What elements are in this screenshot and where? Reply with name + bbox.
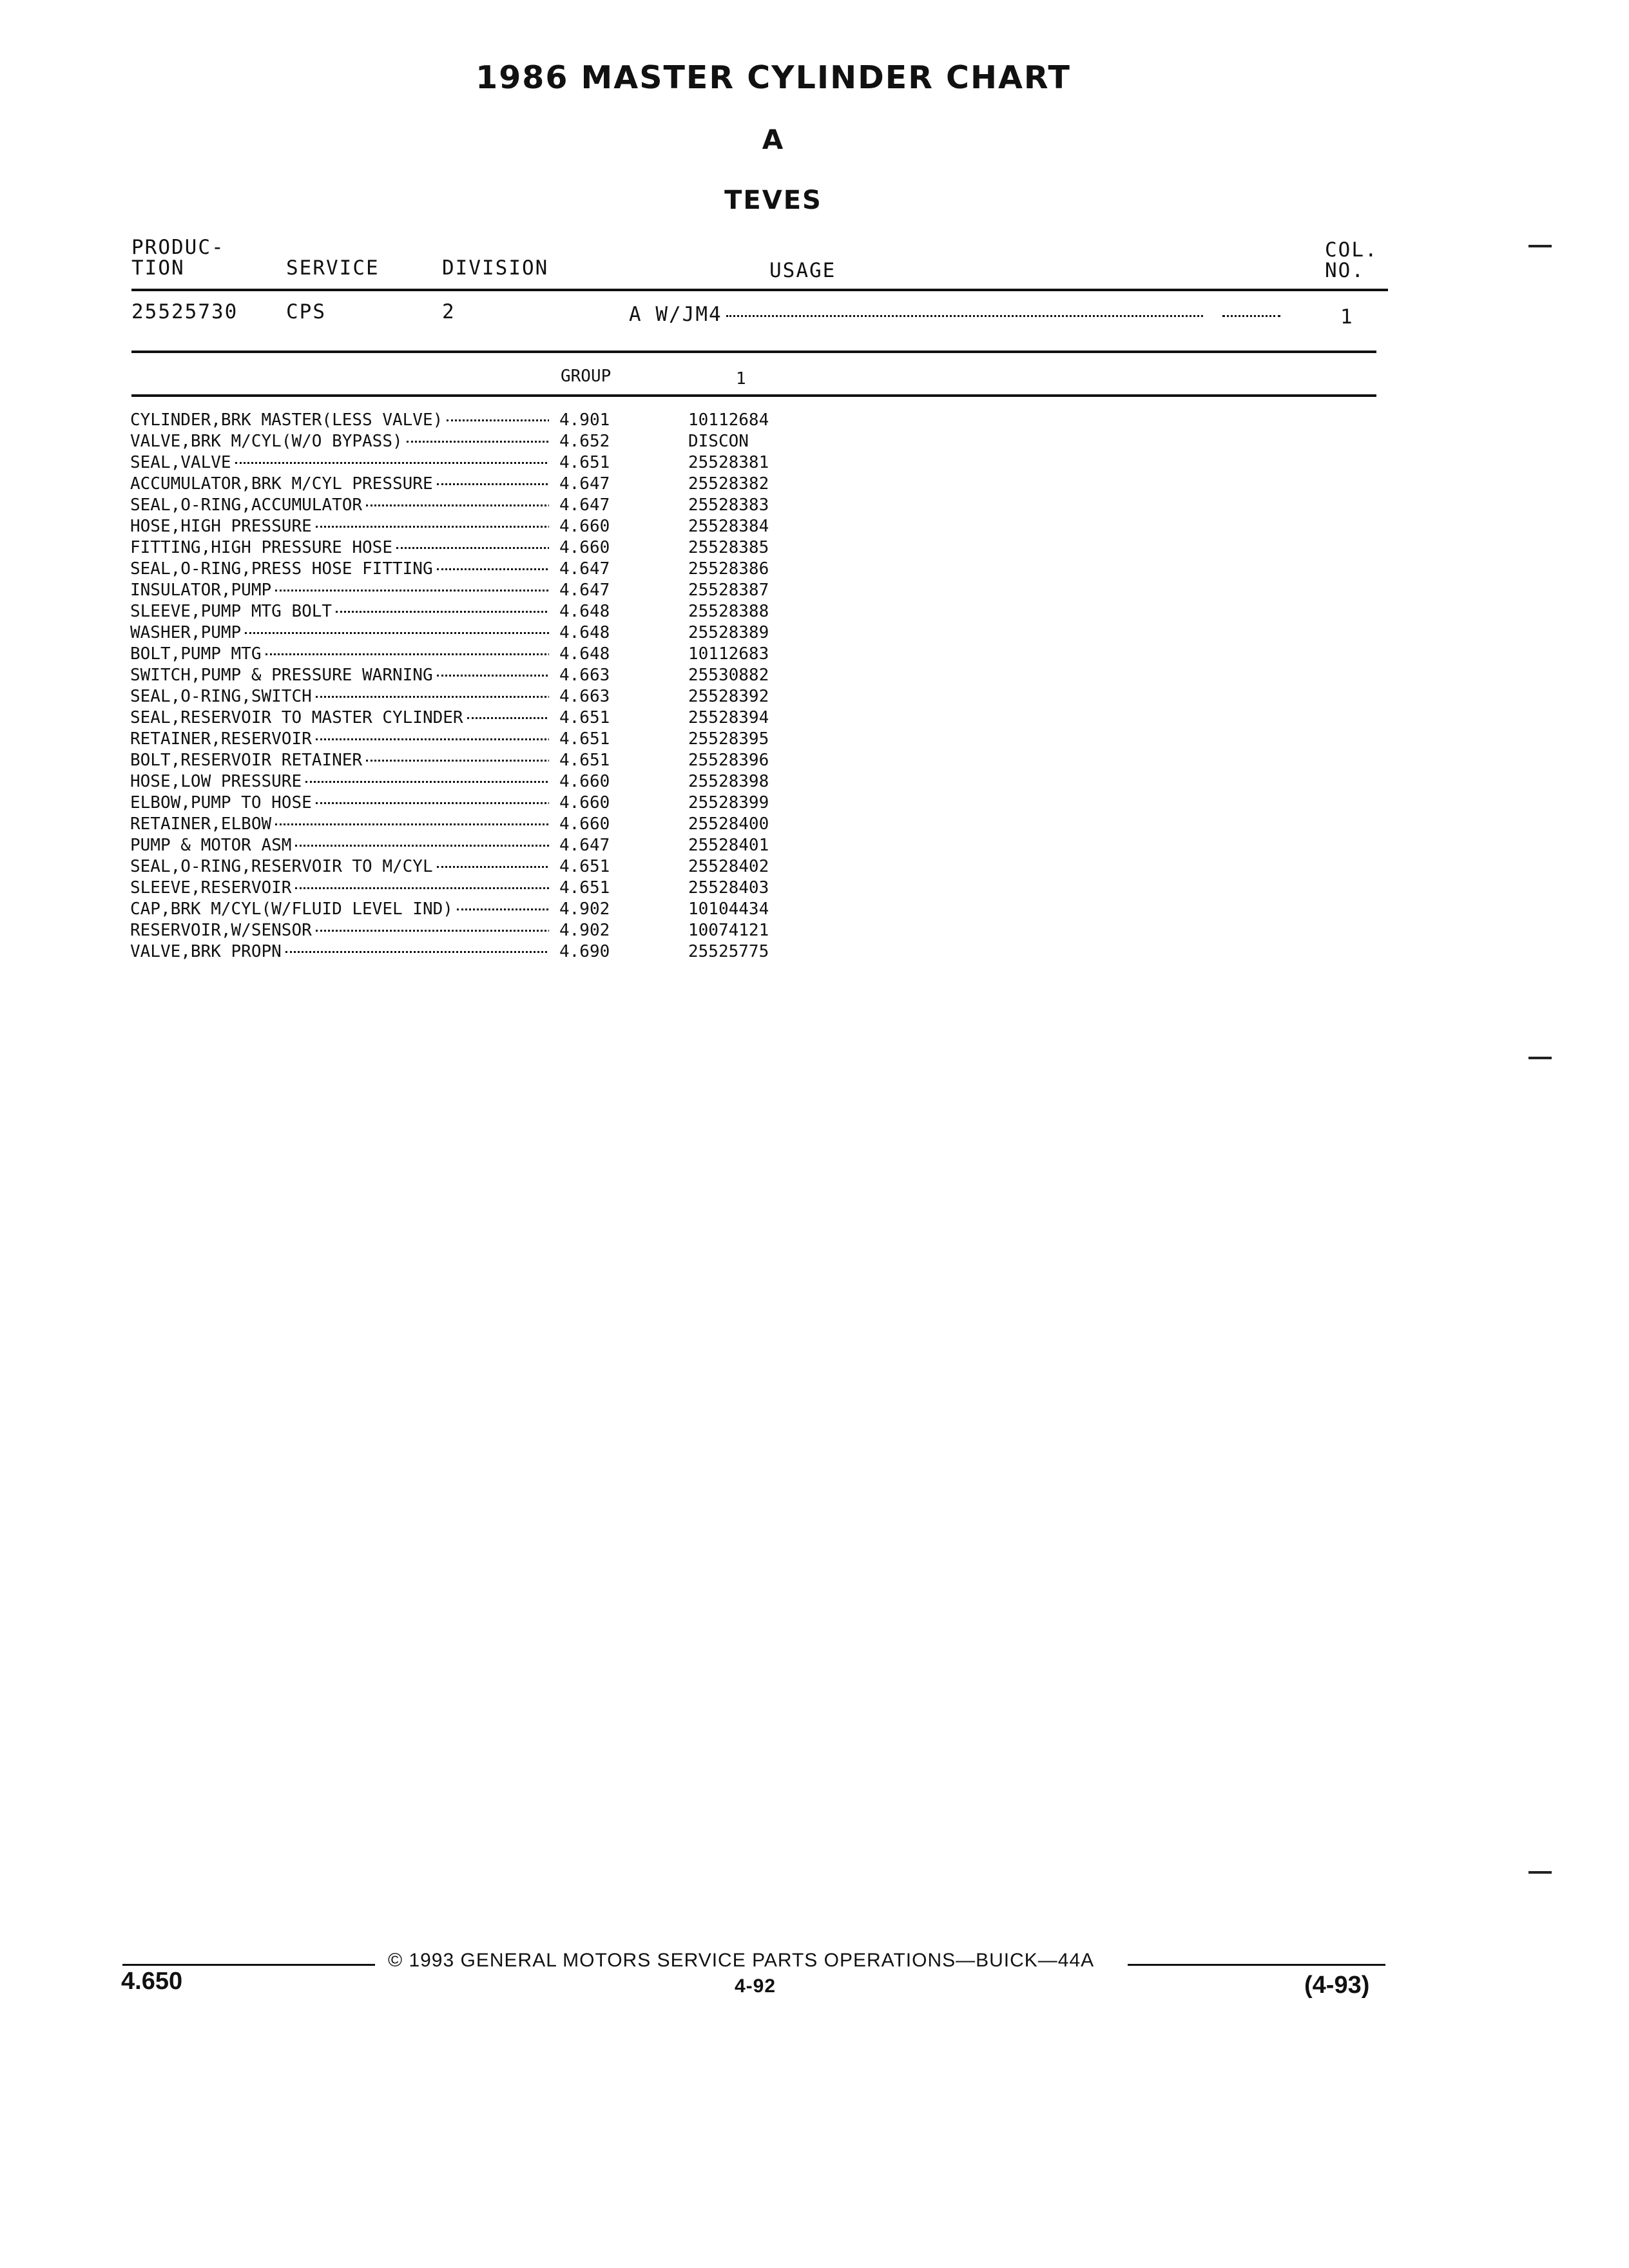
table-row [130, 516, 968, 537]
leader-dots [316, 802, 549, 804]
part-number: 10074121 [688, 921, 769, 940]
manufacturer: TEVES [724, 186, 822, 215]
margin-mark [1528, 245, 1552, 247]
leader-dots [245, 632, 549, 634]
part-name: SEAL,O-RING,PRESS HOSE FITTING [130, 559, 433, 579]
leader-dots [396, 547, 549, 549]
part-name-cell [130, 899, 549, 920]
table-row [130, 686, 968, 707]
leader-dots [316, 738, 549, 740]
leader-dots [457, 908, 549, 910]
series-letter: A [762, 124, 785, 155]
part-name-cell [130, 516, 549, 537]
parts-header-group: GROUP [561, 367, 612, 386]
part-number: 25528392 [688, 687, 769, 706]
table-row [130, 729, 968, 750]
leader-dots [437, 866, 549, 868]
part-name-cell [130, 920, 549, 941]
leader-dots [336, 611, 549, 613]
part-name-cell [130, 814, 549, 835]
part-name-cell [130, 686, 549, 707]
part-name-cell [130, 729, 549, 750]
part-name: CAP,BRK M/CYL(W/FLUID LEVEL IND) [130, 899, 453, 919]
parts-header-rule [131, 394, 1376, 397]
leader-dots [265, 653, 550, 655]
part-name: ACCUMULATOR,BRK M/CYL PRESSURE [130, 474, 433, 494]
part-name: PUMP & MOTOR ASM [130, 836, 292, 855]
part-name: VALVE,BRK PROPN [130, 942, 282, 961]
leader-dots [295, 845, 549, 847]
part-number: 25528389 [688, 623, 769, 642]
part-name: RETAINER,RESERVOIR [130, 729, 312, 749]
part-name: VALVE,BRK M/CYL(W/O BYPASS) [130, 432, 403, 451]
part-group: 4.651 [559, 729, 610, 749]
part-group: 4.647 [559, 474, 610, 494]
leader-dots [316, 696, 549, 698]
part-group: 4.647 [559, 495, 610, 515]
part-name-cell [130, 601, 549, 622]
part-group: 4.663 [559, 687, 610, 706]
part-number: 25528402 [688, 857, 769, 876]
usage-leader-dots [726, 315, 1203, 317]
part-number: 25528400 [688, 814, 769, 834]
part-number: DISCON [688, 432, 749, 451]
table-row [130, 644, 968, 665]
part-group: 4.648 [559, 623, 610, 642]
table-row [130, 410, 968, 431]
part-name-cell [130, 941, 549, 963]
part-name-cell [130, 622, 549, 644]
leader-dots [407, 441, 549, 443]
part-name: WASHER,PUMP [130, 623, 242, 642]
part-name-cell [130, 474, 549, 495]
parts-header-col: 1 [736, 369, 746, 389]
footer-page-number: 4-92 [735, 1975, 776, 1997]
leader-dots [437, 568, 549, 570]
table-row [130, 431, 968, 452]
application-division: 2 [442, 300, 456, 323]
header-production-line2: TION [131, 256, 185, 280]
part-number: 25528388 [688, 602, 769, 621]
part-number: 25528384 [688, 517, 769, 536]
part-name: SEAL,RESERVOIR TO MASTER CYLINDER [130, 708, 463, 727]
leader-dots [305, 781, 549, 783]
table-row [130, 707, 968, 729]
part-number: 25528398 [688, 772, 769, 791]
header-col-no-line1: COL. [1325, 238, 1378, 262]
header-service: SERVICE [286, 256, 380, 280]
application-rule [131, 351, 1376, 353]
part-group: 4.902 [559, 921, 610, 940]
margin-mark [1528, 1871, 1552, 1874]
table-row [130, 750, 968, 771]
part-group: 4.647 [559, 581, 610, 600]
part-name-cell [130, 431, 549, 452]
part-number: 10104434 [688, 899, 769, 919]
part-number: 25528385 [688, 538, 769, 557]
leader-dots [366, 760, 549, 762]
application-service: CPS [286, 300, 326, 323]
part-name-cell [130, 878, 549, 899]
part-group: 4.660 [559, 772, 610, 791]
leader-dots [467, 717, 549, 719]
part-number: 25525775 [688, 942, 769, 961]
page-title: 1986 MASTER CYLINDER CHART [476, 59, 1071, 96]
part-name: CYLINDER,BRK MASTER(LESS VALVE) [130, 410, 443, 430]
part-name: SEAL,O-RING,SWITCH [130, 687, 312, 706]
table-row [130, 495, 968, 516]
part-group: 4.660 [559, 793, 610, 812]
part-name: SEAL,O-RING,RESERVOIR TO M/CYL [130, 857, 433, 876]
table-row [130, 835, 968, 856]
part-number: 25530882 [688, 666, 769, 685]
table-row [130, 452, 968, 474]
table-row [130, 622, 968, 644]
header-col-no-line2: NO. [1325, 259, 1365, 282]
part-name-cell [130, 559, 549, 580]
part-number: 25528382 [688, 474, 769, 494]
part-group: 4.648 [559, 644, 610, 664]
leader-dots [295, 887, 549, 889]
part-group: 4.690 [559, 942, 610, 961]
header-rule [131, 289, 1388, 291]
part-number: 10112683 [688, 644, 769, 664]
header-usage: USAGE [769, 259, 836, 282]
part-name-cell [130, 771, 549, 793]
header-production-line1: PRODUC- [131, 236, 225, 259]
leader-dots [235, 462, 549, 464]
part-name-cell [130, 750, 549, 771]
part-group: 4.647 [559, 559, 610, 579]
table-row [130, 537, 968, 559]
leader-dots [437, 483, 549, 485]
part-number: 25528403 [688, 878, 769, 898]
part-name: BOLT,PUMP MTG [130, 644, 262, 664]
table-row [130, 559, 968, 580]
part-name-cell [130, 452, 549, 474]
part-name: INSULATOR,PUMP [130, 581, 272, 600]
table-row [130, 474, 968, 495]
part-name: RESERVOIR,W/SENSOR [130, 921, 312, 940]
part-group: 4.652 [559, 432, 610, 451]
part-number: 10112684 [688, 410, 769, 430]
table-row [130, 814, 968, 835]
table-row [130, 580, 968, 601]
part-group: 4.648 [559, 602, 610, 621]
part-name: RETAINER,ELBOW [130, 814, 272, 834]
part-name: SLEEVE,PUMP MTG BOLT [130, 602, 333, 621]
footer-copyright: © 1993 GENERAL MOTORS SERVICE PARTS OPERATIONS—BUICK—44A [388, 1950, 1095, 1971]
part-group: 4.660 [559, 517, 610, 536]
leader-dots [275, 823, 549, 825]
table-row [130, 856, 968, 878]
margin-mark [1528, 1057, 1552, 1059]
table-row [130, 793, 968, 814]
leader-dots [285, 951, 549, 953]
part-group: 4.901 [559, 410, 610, 430]
part-number: 25528394 [688, 708, 769, 727]
application-usage: A W/JM4 [629, 304, 1312, 325]
part-number: 25528381 [688, 453, 769, 472]
part-number: 25528383 [688, 495, 769, 515]
part-name: SWITCH,PUMP & PRESSURE WARNING [130, 666, 433, 685]
leader-dots [366, 505, 549, 506]
table-row [130, 771, 968, 793]
part-group: 4.651 [559, 878, 610, 898]
part-name: HOSE,HIGH PRESSURE [130, 517, 312, 536]
footer-date: (4-93) [1304, 1972, 1370, 1999]
part-name-cell [130, 835, 549, 856]
footer-rule-left [122, 1964, 375, 1966]
part-group: 4.651 [559, 857, 610, 876]
part-name-cell [130, 793, 549, 814]
part-number: 25528401 [688, 836, 769, 855]
part-number: 25528386 [688, 559, 769, 579]
part-name-cell [130, 665, 549, 686]
part-name-cell [130, 644, 549, 665]
part-name: SEAL,VALVE [130, 453, 231, 472]
part-group: 4.660 [559, 538, 610, 557]
usage-leader-dots-short [1222, 315, 1280, 317]
footer-rule-right [1128, 1964, 1385, 1966]
part-group: 4.651 [559, 751, 610, 770]
table-row [130, 878, 968, 899]
part-name-cell [130, 537, 549, 559]
part-name: SLEEVE,RESERVOIR [130, 878, 292, 898]
table-row [130, 665, 968, 686]
part-number: 25528387 [688, 581, 769, 600]
part-group: 4.651 [559, 708, 610, 727]
table-row [130, 941, 968, 963]
part-number: 25528396 [688, 751, 769, 770]
table-row [130, 899, 968, 920]
header-division: DIVISION [442, 256, 549, 280]
leader-dots [437, 675, 549, 677]
leader-dots [275, 590, 549, 591]
application-col-no: 1 [1340, 305, 1354, 329]
part-name: ELBOW,PUMP TO HOSE [130, 793, 312, 812]
part-name: BOLT,RESERVOIR RETAINER [130, 751, 363, 770]
leader-dots [447, 419, 549, 421]
part-group: 4.660 [559, 814, 610, 834]
table-row [130, 601, 968, 622]
part-name-cell [130, 580, 549, 601]
part-number: 25528399 [688, 793, 769, 812]
part-name-cell [130, 495, 549, 516]
part-name: HOSE,LOW PRESSURE [130, 772, 302, 791]
application-production: 25525730 [131, 300, 238, 323]
part-group: 4.902 [559, 899, 610, 919]
part-name-cell [130, 410, 549, 431]
part-name: SEAL,O-RING,ACCUMULATOR [130, 495, 363, 515]
part-group: 4.651 [559, 453, 610, 472]
part-number: 25528395 [688, 729, 769, 749]
leader-dots [316, 930, 549, 932]
part-name: FITTING,HIGH PRESSURE HOSE [130, 538, 392, 557]
part-group: 4.647 [559, 836, 610, 855]
part-name-cell [130, 707, 549, 729]
footer-section: 4.650 [121, 1968, 183, 1995]
leader-dots [316, 526, 549, 528]
part-group: 4.663 [559, 666, 610, 685]
part-name-cell [130, 856, 549, 878]
table-row [130, 920, 968, 941]
